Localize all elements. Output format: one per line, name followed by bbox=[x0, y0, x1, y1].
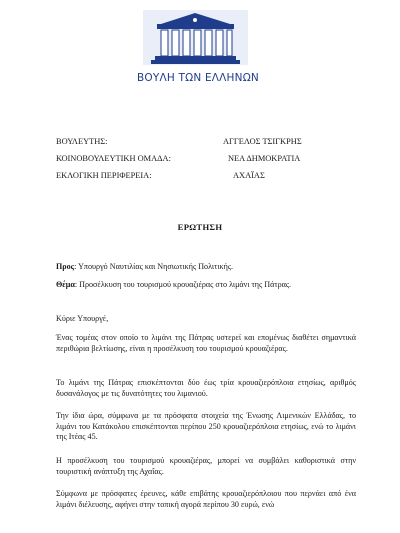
meta-value: ΑΓΓΕΛΟΣ ΤΣΙΓΚΡΗΣ bbox=[223, 137, 302, 146]
subject-text: : Προσέλκυση του τουρισμού κρουαζιέρας στο λιμάνι της Πάτρας. bbox=[74, 280, 292, 289]
meta-value: ΑΧΑΪΑΣ bbox=[233, 171, 265, 180]
recipient-label: Προς bbox=[56, 262, 75, 271]
subject-line bbox=[56, 280, 356, 291]
subject-label: Θέμα bbox=[56, 280, 75, 289]
parliament-building-icon bbox=[143, 10, 248, 65]
meta-label: ΕΚΛΟΓΙΚΗ ΠΕΡΙΦΕΡΕΙΑ: bbox=[56, 171, 152, 180]
paragraph-4: Η προσέλκυση του τουρισμού κρουαζιέρας, μπορεί να συμβάλει καθοριστικά στην τουριστική ανάπτυξη της Αχαΐας. bbox=[56, 456, 356, 476]
paragraph-1: Ένας τομέας στον οποίο το λιμάνι της Πάτρας υστερεί και επομένως διαθέτει σημαντικά περιθώρια βελτίωσης, είναι η προσέλκυση του τουρισμού κρουαζιέρας. bbox=[56, 333, 356, 353]
paragraph-5: Σύμφωνα με πρόσφατες έρευνες, κάθε επιβάτης κρουαζιερόπλοιου που περνάει από ένα λιμάνι διέλευσης, αφήνει στην τοπική αγορά περίπου 30 ευρώ, ενώ bbox=[56, 489, 356, 509]
paragraph-3: Την ίδια ώρα, σύμφωνα με τα πρόσφατα στοιχεία της Ένωσης Λιμενικών Ελλάδας, το λιμάνι του Κατάκολου επισκέπτονται περίπου 250 κρουαζιερόπλοια ετησίως, ενώ το λιμάνι της Ιτέας 45. bbox=[56, 411, 356, 442]
recipient-line bbox=[56, 262, 356, 273]
paragraph-2: Το λιμάνι της Πάτρας επισκέπτονται δύο έως τρία κρουαζιερόπλοια ετησίως, αριθμός δυσανάλογος με τις δυνατότητες του λιμανιού. bbox=[56, 378, 356, 398]
document-title: ΕΡΩΤΗΣΗ bbox=[177, 222, 223, 232]
greeting: Κύριε Υπουργέ, bbox=[56, 314, 109, 323]
meta-label: ΒΟΥΛΕΥΤΗΣ: bbox=[56, 137, 108, 146]
meta-value: ΝΕΑ ΔΗΜΟΚΡΑΤΙΑ bbox=[228, 154, 301, 163]
meta-label: ΚΟΙΝΟΒΟΥΛΕΥΤΙΚΗ ΟΜΑΔΑ: bbox=[56, 154, 171, 163]
recipient-text: : Υπουργό Ναυτιλίας και Νησιωτικής Πολιτικής. bbox=[74, 262, 234, 271]
parliament-logo bbox=[133, 10, 263, 84]
logo-text: ΒΟΥΛΗ ΤΩΝ ΕΛΛΗΝΩΝ bbox=[137, 72, 259, 84]
